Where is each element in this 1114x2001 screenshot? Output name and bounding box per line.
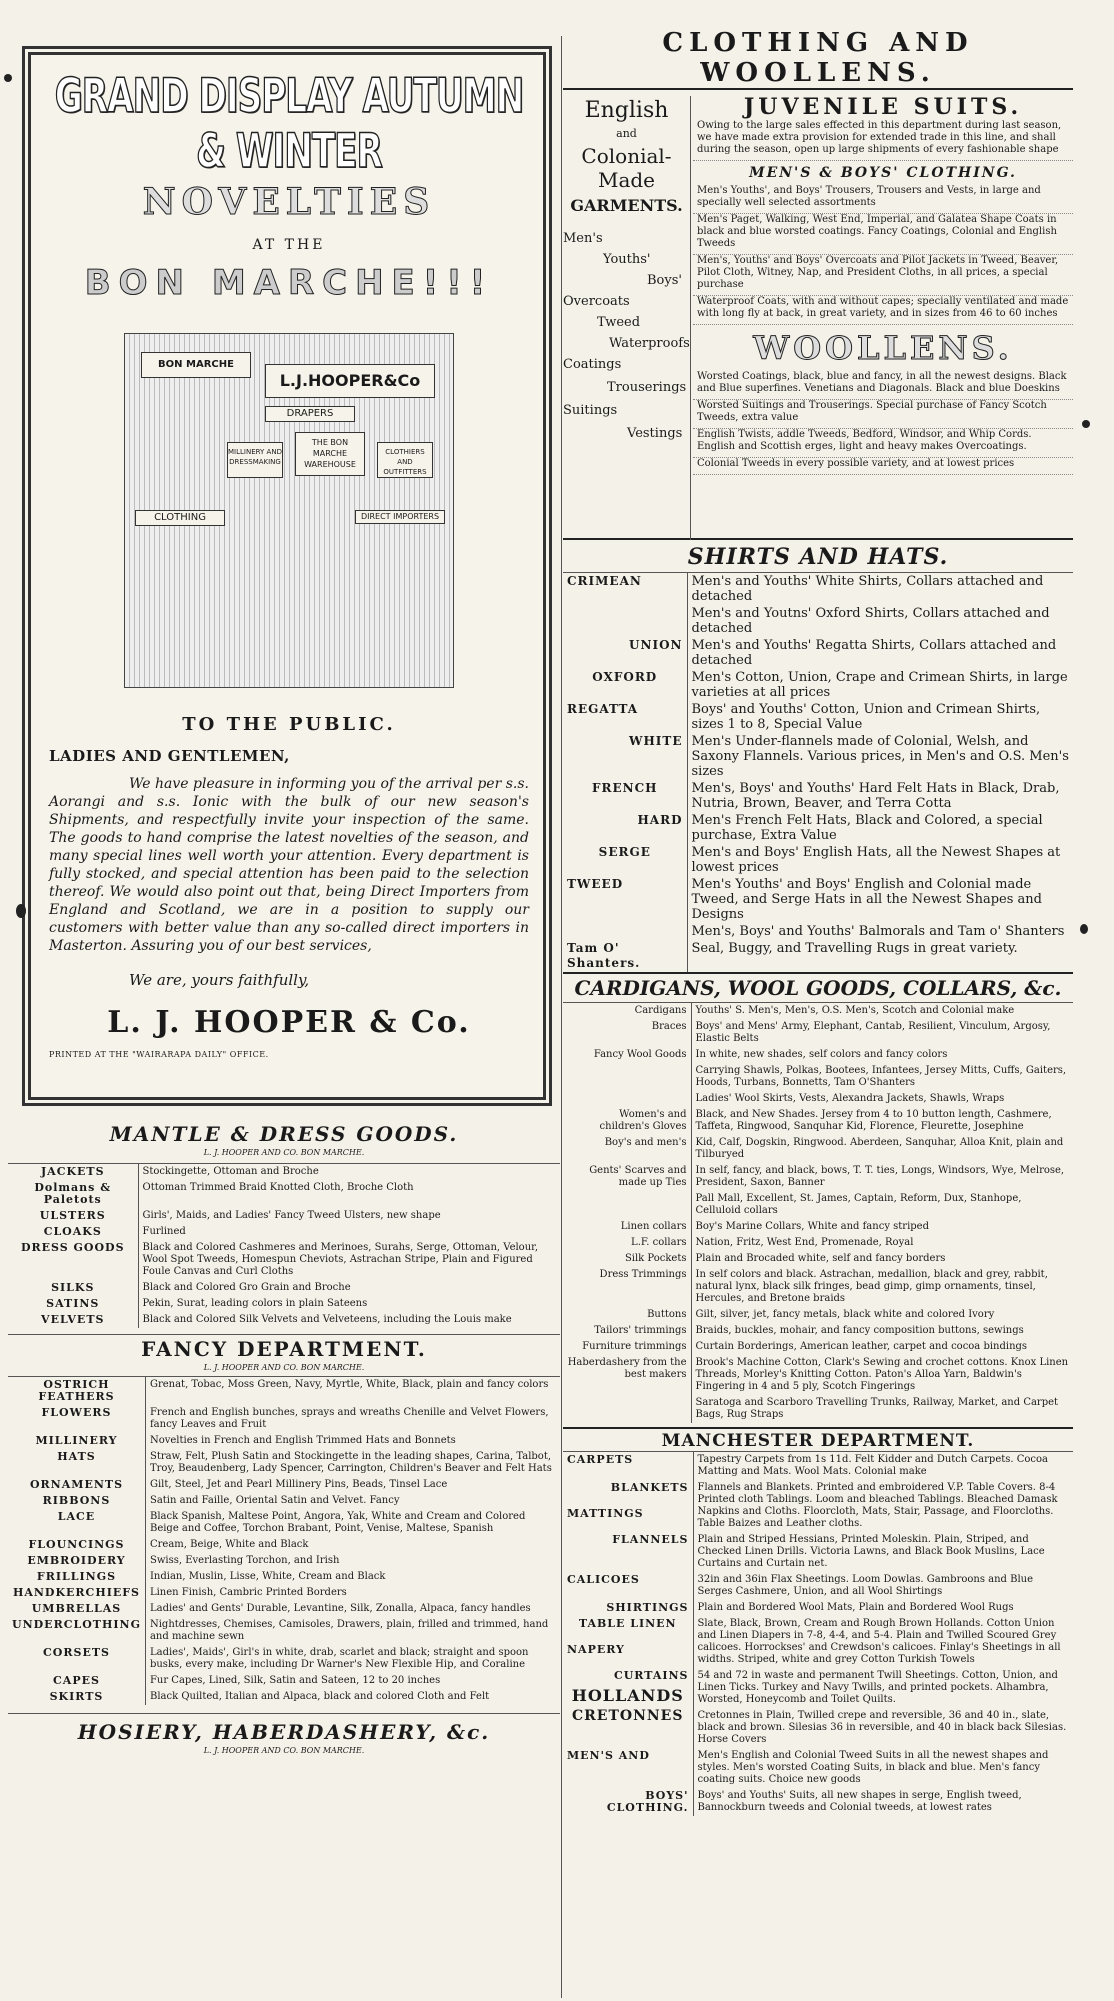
row-value: Flannels and Blankets. Printed and embroidered V.P. Table Covers. 8-4 Printed cloth Tablings. Loom and bleached Tablings. Bleached Damask Napkins and Cloths. Floorcloth, Mats, Stair, Passage, and Floorcloths. Table Baizes and Leather cloths. [697,1482,1058,1529]
label-and: and [616,127,637,140]
row-key: WHITE [563,733,687,780]
juvenile-text: Owing to the large sales effected in this department during last season, we have made extra provision for extended trade in this line, and shall during the season, open up large shipments of every fashionable shape [693,120,1073,161]
row-key: MEN'S AND [563,1748,693,1788]
sign-bon-marche: BON MARCHE [141,352,251,378]
row-key: Braces [563,1019,691,1047]
w-row: Worsted Suitings and Trouserings. Special purchase of Fancy Scotch Tweeds, extra value [693,400,1073,429]
row-key: MILLINERY [8,1433,145,1449]
row-value: Slate, Black, Brown, Cream and Rough Brown Hollands. Cotton Union and Linen Diapers in 7-8, 4-4, and 5-4. Plain and Twilled Scoured Grey calicoes. Horrockses' and Crewdson's calicoes. Finlay's Sheetings in all widths. Striped, white and grey Cotton Turkish Towels [697,1618,1061,1665]
row-value: Kid, Calf, Dogskin, Ringwood. Aberdeen, Sanquhar, Alloa Knit, plain and Tilburyed [695,1137,1064,1160]
row-value: Braids, buckles, mohair, and fancy composition buttons, sewings [695,1325,1024,1336]
row-key: JACKETS [8,1164,138,1181]
table-row [563,812,1073,844]
manchester-title: MANCHESTER DEPARTMENT. [563,1427,1073,1451]
label-colonial: Colonial-Made [581,144,672,192]
label-garments: GARMENTS. [570,196,683,215]
row-key: SERGE [563,844,687,876]
row-value: Gilt, silver, jet, fancy metals, black white and colored Ivory [695,1309,995,1320]
row-value: In white, new shades, self colors and fancy colors [695,1049,948,1060]
row-key: Silk Pockets [563,1251,691,1267]
table-row [8,1405,560,1433]
table-row [8,1553,560,1569]
row-key: SATINS [8,1296,138,1312]
row-key [563,1091,691,1107]
table-row [8,1296,560,1312]
row-key: CURTAINS [563,1668,693,1688]
table-row [563,1267,1073,1307]
row-key: HARD [563,812,687,844]
table-row [8,1601,560,1617]
clothing-left-labels [563,96,691,540]
row-key: BLANKETS [563,1480,693,1506]
row-value: Men's and Boys' English Hats, all the Newest Shapes at lowest prices [691,845,1061,875]
sign-clothiers: CLOTHIERS AND OUTFITTERS [377,442,433,478]
row-key: ULSTERS [8,1208,138,1224]
row-value: Men's, Boys' and Youths' Hard Felt Hats in Black, Drab, Nutria, Brown, Beaver, and Terra Cotta [691,781,1060,811]
row-value: Linen Finish, Cambric Printed Borders [149,1587,347,1598]
sign-direct: DIRECT IMPORTERS [355,510,445,524]
table-row [8,1493,560,1509]
label-mens: Men's [563,231,603,246]
row-value: Pekin, Surat, leading colors in plain Sateens [142,1298,368,1309]
row-value: Indian, Muslin, Lisse, White, Cream and Black [149,1571,386,1582]
woollens-title: WOOLLENS. [753,329,1013,367]
sign-clothing: CLOTHING [135,510,225,526]
row-value: Youths' S. Men's, Men's, O.S. Men's, Scotch and Colonial make [695,1005,1015,1016]
row-value: 32in and 36in Flax Sheetings. Loom Dowlas. Gambroons and Blue Serges Cashmere, Union, and all Wool Shirtings [697,1574,1034,1597]
table-row [563,605,1073,637]
table-row [8,1569,560,1585]
row-key: TABLE LINEN [563,1616,693,1642]
row-value: Men's and Youtns' Oxford Shirts, Collars attached and detached [691,606,1050,636]
fancy-title: FANCY DEPARTMENT. [8,1334,560,1361]
table-row [563,733,1073,780]
right-column [563,28,1073,2001]
row-value: Saratoga and Scarboro Travelling Trunks, Railway, Market, and Carpet Bags, Rug Straps [695,1397,1059,1420]
row-value: Men's and Youths' Regatta Shirts, Collars attached and detached [691,638,1057,668]
row-value: Black and Colored Cashmeres and Merinoes, Surahs, Serge, Ottoman, Velour, Wool Spot Tweeds, Homespun Cheviots, Astrachan Stripe, Plain and Figured Foule Canvas and Curl Cloths [142,1242,539,1277]
row-value: Gilt, Steel, Jet and Pearl Millinery Pins, Beads, Tinsel Lace [149,1479,448,1490]
row-value: In self, fancy, and black, bows, T. T. ties, Longs, Windsors, Wye, Melrose, President, Saxon, Banner [695,1165,1065,1188]
row-key: FRENCH [563,780,687,812]
banner-at-the: AT THE [252,237,326,253]
table-row [563,1163,1073,1191]
row-value: Curtain Borderings, American leather, carpet and cocoa bindings [695,1341,1028,1352]
table-row [8,1164,560,1181]
table-row [563,1191,1073,1219]
table-row [563,1219,1073,1235]
table-row [563,780,1073,812]
row-key: CARPETS [563,1452,693,1481]
table-row [563,1251,1073,1267]
table-row [563,1480,1073,1506]
table-row [563,1616,1073,1642]
row-key: Haberdashery from the best makers [563,1355,691,1395]
table-row [563,1091,1073,1107]
to-the-public: TO THE PUBLIC. [182,714,396,735]
closing: We are, yours faithfully, [129,971,310,989]
row-value: Ladies' and Gents' Durable, Levantine, Silk, Zonalla, Alpaca, fancy handles [149,1603,531,1614]
table-row [8,1208,560,1224]
table-row [563,1307,1073,1323]
row-value: Men's English and Colonial Tweed Suits in all the newest shapes and styles. Men's worsted Coating Suits, in black and blue. Men's fancy coating suits. Choice new goods [697,1750,1049,1785]
table-row [8,1537,560,1553]
row-key: Dolmans & Paletots [8,1180,138,1208]
row-value: Black Quilted, Italian and Alpaca, black and colored Cloth and Felt [149,1691,490,1702]
row-value: Plain and Bordered Wool Mats, Plain and Bordered Wool Rugs [697,1602,1014,1613]
row-key: HANDKERCHIEFS [8,1585,145,1601]
sign-warehouse: THE BON MARCHE WAREHOUSE [295,432,365,476]
row-key: BOYS' CLOTHING. [563,1788,693,1816]
table-row [563,1003,1073,1020]
label-vestings: Vestings [627,426,683,441]
row-key: OSTRICH FEATHERS [8,1377,145,1406]
row-key: RIBBONS [8,1493,145,1509]
mantle-sub: L. J. HOOPER AND CO. BON MARCHE. [203,1148,365,1157]
row-key: SHIRTINGS [563,1600,693,1616]
row-value: Carrying Shawls, Polkas, Bootees, Infantees, Jersey Mitts, Cuffs, Gaiters, Hoods, Turbans, Bonnetts, Tam O'Shanters [695,1065,1067,1088]
table-row [8,1449,560,1477]
row-value: Boys' and Youths' Cotton, Union and Crimean Shirts, sizes 1 to 8, Special Value [691,702,1041,732]
row-value: Cream, Beige, White and Black [149,1539,309,1550]
row-key: FLANNELS [563,1532,693,1572]
row-key: HOLLANDS [563,1688,693,1708]
row-value: Stockingette, Ottoman and Broche [142,1166,319,1177]
row-value: Men's Under-flannels made of Colonial, Welsh, and Saxony Flannels. Various prices, in Men's and O.S. Men's sizes [691,734,1069,779]
table-row [563,701,1073,733]
row-key: EMBROIDERY [8,1553,145,1569]
table-row [563,1452,1073,1481]
table-row [563,1708,1073,1748]
row-key [563,1191,691,1219]
table-row [563,1355,1073,1395]
table-row [563,1339,1073,1355]
table-row [8,1477,560,1493]
clothing-title: CLOTHING AND WOOLLENS. [563,28,1073,90]
label-tweed: Tweed [597,315,641,330]
row-key: LACE [8,1509,145,1537]
mb-row: Men's, Youths' and Boys' Overcoats and Pilot Jackets in Tweed, Beaver, Pilot Cloth, Witney, Nap, and President Cloths, in all prices, a special purchase [693,255,1073,296]
row-value: Black, and New Shades. Jersey from 4 to 10 button length, Cashmere, Taffeta, Ringwood, Sanquhar Kid, Florence, Fleurette, Josephine [695,1109,1052,1132]
shirts-table [563,572,1073,974]
row-value: Nightdresses, Chemises, Camisoles, Drawers, plain, frilled and trimmed, hand and machine sewn [149,1619,549,1642]
sign-drapers: DRAPERS [265,406,355,422]
row-key: Women's and children's Gloves [563,1107,691,1135]
row-value: Straw, Felt, Plush Satin and Stockingette in the leading shapes, Carina, Talbot, Troy, Beaudenberg, Lady Spencer, Carrington, Children's Beaver and Felt Hats [149,1451,552,1474]
sign-hooper: L.J.HOOPER&Co [265,364,435,398]
printed-note: PRINTED AT THE "WAIRARAPA DAILY" OFFICE. [49,1050,269,1059]
row-key: Gents' Scarves and made up Ties [563,1163,691,1191]
row-key: UMBRELLAS [8,1601,145,1617]
row-key: UNION [563,637,687,669]
table-row [8,1377,560,1406]
cardigans-table [563,1002,1073,1423]
row-value: Boys' and Youths' Suits, all new shapes in serge, English tweed, Bannockburn tweeds and Colonial tweeds, at lowest rates [697,1790,1022,1813]
banner-bon-marche: BON MARCHE!!! [84,263,494,303]
fancy-table [8,1376,560,1705]
row-key: FLOUNCINGS [8,1537,145,1553]
row-key: CALICOES [563,1572,693,1600]
label-overcoats: Overcoats [563,294,630,309]
row-value: Fur Capes, Lined, Silk, Satin and Sateen, 12 to 20 inches [149,1675,441,1686]
table-row [563,1395,1073,1423]
row-value: Nation, Fritz, West End, Promenade, Royal [695,1237,914,1248]
label-english: English [584,98,669,123]
table-row [563,940,1073,973]
juvenile-title: JUVENILE SUITS. [743,94,1023,120]
mantle-title: MANTLE & DRESS GOODS. [109,1122,459,1146]
row-key: TWEED [563,876,687,923]
label-coatings: Coatings [563,357,622,372]
manchester-table [563,1451,1073,1816]
row-key: CORSETS [8,1645,145,1673]
row-value: Cretonnes in Plain, Twilled crepe and reversible, 36 and 40 in., slate, black and brown. Silesias 36 in reversible, and 40 in black back Silesias. Horse Covers [697,1710,1067,1745]
table-row [563,1135,1073,1163]
w-row: Worsted Coatings, black, blue and fancy, in all the newest designs. Black and Blue superfines. Venetians and Diagonals. Black and blue Doeskins [693,371,1073,400]
row-key: ORNAMENTS [8,1477,145,1493]
row-value: Men's Cotton, Union, Crape and Crimean Shirts, in large varieties at all prices [691,670,1068,700]
mantle-table [8,1163,560,1328]
row-value: Plain and Striped Hessians, Printed Moleskin. Plain, Striped, and Checked Linen Drills. Victoria Lawns, and Black Book Muslins, Lace Curtains and Curtain net. [697,1534,1045,1569]
row-key: L.F. collars [563,1235,691,1251]
signature: L. J. HOOPER & Co. [107,1005,471,1040]
table-row [8,1312,560,1328]
row-key: Tailors' trimmings [563,1323,691,1339]
row-key: Tam O' Shanters. [563,940,687,973]
sign-millinery: MILLINERY AND DRESSMAKING [227,442,283,478]
row-value: Boys' and Mens' Army, Elephant, Cantab, Resilient, Vinculum, Argosy, Elastic Belts [695,1021,1051,1044]
row-value: Grenat, Tobac, Moss Green, Navy, Myrtle, White, Black, plain and fancy colors [149,1379,549,1390]
label-waterproofs: Waterproofs [609,336,690,351]
row-value: Ladies', Maids', Girl's in white, drab, scarlet and black; straight and spoon busks, every make, including Dr Warner's New Flexible Hip, and Coraline [149,1647,529,1670]
table-row [8,1280,560,1296]
row-key [563,1063,691,1091]
table-row [563,1063,1073,1091]
row-value: Men's French Felt Hats, Black and Colored, a special purchase, Extra Value [691,813,1043,843]
mb-row: Men's Paget, Walking, West End, Imperial, and Galatea Shape Coats in black and blue worsted coatings. Fancy Coatings, Colonial and English Tweeds [693,214,1073,255]
mb-row: Waterproof Coats, with and without capes; specially ventilated and made with long fly at back, in great variety, and in sizes from 46 to 60 inches [693,296,1073,325]
ink-mark [4,74,12,82]
table-row [563,637,1073,669]
table-row [8,1617,560,1645]
row-key: NAPERY [563,1642,693,1668]
row-key: VELVETS [8,1312,138,1328]
w-row: English Twists, addle Tweeds, Bedford, Windsor, and Whip Cords. English and Scottish erges, light and heavy makes Overcoatings. [693,429,1073,458]
left-column [8,0,560,2001]
row-value: Boy's Marine Collars, White and fancy striped [695,1221,929,1232]
row-key: Boy's and men's [563,1135,691,1163]
shirts-title: SHIRTS AND HATS. [687,544,949,570]
row-value: Ladies' Wool Skirts, Vests, Alexandra Jackets, Shawls, Wraps [695,1093,1005,1104]
row-value: Men's and Youths' White Shirts, Collars attached and detached [691,574,1044,604]
row-key: CRETONNES [563,1708,693,1748]
row-value: In self colors and black. Astrachan, medallion, black and grey, rabbit, natural lynx, black silk fringes, bead gimp, gimp ornaments, tinsel, Hercules, and Bretone braids [695,1269,1048,1304]
table-row [563,923,1073,940]
letter-body: We have pleasure in informing you of the arrival per s.s. Aorangi and s.s. Ionic with the bulk of our new season's Shipments, and respectfully invite your inspection of the same. The goods to hand comprise the latest novelties of the season, and many special lines well worth your attention. Every department is fully stocked, and special attention has been paid to the selection thereof. We would also point out that, being Direct Importers from England and Scotland, we are in a position to supply our customers with better value than any so-called direct importers in Masterton. Assuring you of our best services, [49,776,529,954]
row-key: OXFORD [563,669,687,701]
banner-title: GRAND DISPLAY AUTUMN & WINTER [54,68,524,178]
hosiery-title: HOSIERY, HABERDASHERY, &c. [8,1713,560,1744]
hosiery-sub: L. J. HOOPER AND CO. BON MARCHE. [203,1746,365,1755]
mb-row: Men's Youths', and Boys' Trousers, Trousers and Vests, in large and specially well selected assortments [693,185,1073,214]
row-value: French and English bunches, sprays and wreaths Chenille and Velvet Flowers, fancy Leaves and Fruit [149,1407,549,1430]
row-key [563,923,687,940]
table-row [563,1019,1073,1047]
row-key: DRESS GOODS [8,1240,138,1280]
clothing-right [693,90,1073,475]
table-row [8,1673,560,1689]
table-row [8,1645,560,1673]
row-key [563,605,687,637]
row-key: CRIMEAN [563,573,687,606]
row-key: REGATTA [563,701,687,733]
table-row [563,1532,1073,1572]
row-value: Men's Youths' and Boys' English and Colonial made Tweed, and Serge Hats in all the Newest Shapes and Designs [691,877,1042,922]
table-row [563,876,1073,923]
cardigans-title: CARDIGANS, WOOL GOODS, COLLARS, &c. [574,976,1062,1000]
row-value: Black and Colored Gro Grain and Broche [142,1282,351,1293]
label-boys: Boys' [647,273,682,288]
row-key: Cardigans [563,1003,691,1020]
table-row [8,1240,560,1280]
table-row [563,1748,1073,1788]
column-divider [561,36,562,1998]
row-value: Tapestry Carpets from 1s 11d. Felt Kidder and Dutch Carpets. Cocoa Matting and Mats. Wool Mats. Colonial make [697,1454,1049,1477]
table-row [8,1433,560,1449]
table-row [563,1107,1073,1135]
salutation: LADIES AND GENTLEMEN, [49,747,290,765]
row-value: Black and Colored Silk Velvets and Velveteens, including the Louis make [142,1314,512,1325]
table-row [563,669,1073,701]
row-value: Plain and Brocaded white, self and fancy borders [695,1253,946,1264]
mens-boys-title: MEN'S & BOYS' CLOTHING. [749,165,1017,181]
table-row [563,844,1073,876]
row-key: Buttons [563,1307,691,1323]
row-value: Novelties in French and English Trimmed Hats and Bonnets [149,1435,456,1446]
row-key: FRILLINGS [8,1569,145,1585]
row-value: Pall Mall, Excellent, St. James, Captain, Reform, Dux, Stanhope, Celluloid collars [695,1193,1022,1216]
row-value: Men's, Boys' and Youths' Balmorals and Tam o' Shanters [691,924,1065,939]
row-value: Satin and Faille, Oriental Satin and Velvet. Fancy [149,1495,400,1506]
label-youths: Youths' [603,252,651,267]
table-row [8,1509,560,1537]
ink-mark [16,904,26,918]
row-key: Fancy Wool Goods [563,1047,691,1063]
row-value: Black Spanish, Maltese Point, Angora, Yak, White and Cream and Colored Beige and Coffee, Torchon Brabant, Point, Venise, Maltese, Spanish [149,1511,526,1534]
store-illustration [124,333,454,688]
row-value: Swiss, Everlasting Torchon, and Irish [149,1555,340,1566]
row-key: UNDERCLOTHING [8,1617,145,1645]
table-row [8,1180,560,1208]
row-value: Ottoman Trimmed Braid Knotted Cloth, Broche Cloth [142,1182,414,1193]
bon-marche-banner [22,46,552,1106]
table-row [563,1235,1073,1251]
table-row [563,1788,1073,1816]
fancy-sub: L. J. HOOPER AND CO. BON MARCHE. [203,1363,365,1372]
row-value: 54 and 72 in waste and permanent Twill Sheetings. Cotton, Union, and Linen Ticks. Turkey and Navy Twills, and printed pockets. Alhambra, Worsted, Honeycomb and Toilet Quilts. [697,1670,1058,1705]
table-row [8,1585,560,1601]
row-key: Linen collars [563,1219,691,1235]
label-suitings: Suitings [563,403,618,418]
table-row [563,1668,1073,1688]
ink-mark [1082,420,1090,428]
label-trouserings: Trouserings [607,380,687,395]
row-key: CLOAKS [8,1224,138,1240]
w-row: Colonial Tweeds in every possible variety, and at lowest prices [693,458,1073,475]
table-row [563,1323,1073,1339]
row-key: Dress Trimmings [563,1267,691,1307]
banner-novelties: NOVELTIES [142,181,436,223]
table-row [563,1600,1073,1616]
ink-mark [1080,924,1088,934]
row-key: SKIRTS [8,1689,145,1705]
row-key: SILKS [8,1280,138,1296]
table-row [8,1689,560,1705]
row-key: Furniture trimmings [563,1339,691,1355]
row-value: Seal, Buggy, and Travelling Rugs in great variety. [691,941,1018,956]
clothing-section [563,90,1073,540]
row-key [563,1395,691,1423]
row-value: Brook's Machine Cotton, Clark's Sewing and crochet cottons. Knox Linen Threads, Morley's Knitting Cotton. Paton's Alloa Yarn, Baldwin's Fingering in 4 and 5 ply, Scotch Fingerings [695,1357,1069,1392]
table-row [8,1224,560,1240]
row-value: Girls', Maids, and Ladies' Fancy Tweed Ulsters, new shape [142,1210,441,1221]
row-key: FLOWERS [8,1405,145,1433]
row-value: Furlined [142,1226,186,1237]
row-key: MATTINGS [563,1506,693,1532]
table-row [563,1047,1073,1063]
row-key: HATS [8,1449,145,1477]
row-key: CAPES [8,1673,145,1689]
table-row [563,573,1073,606]
table-row [563,1572,1073,1600]
